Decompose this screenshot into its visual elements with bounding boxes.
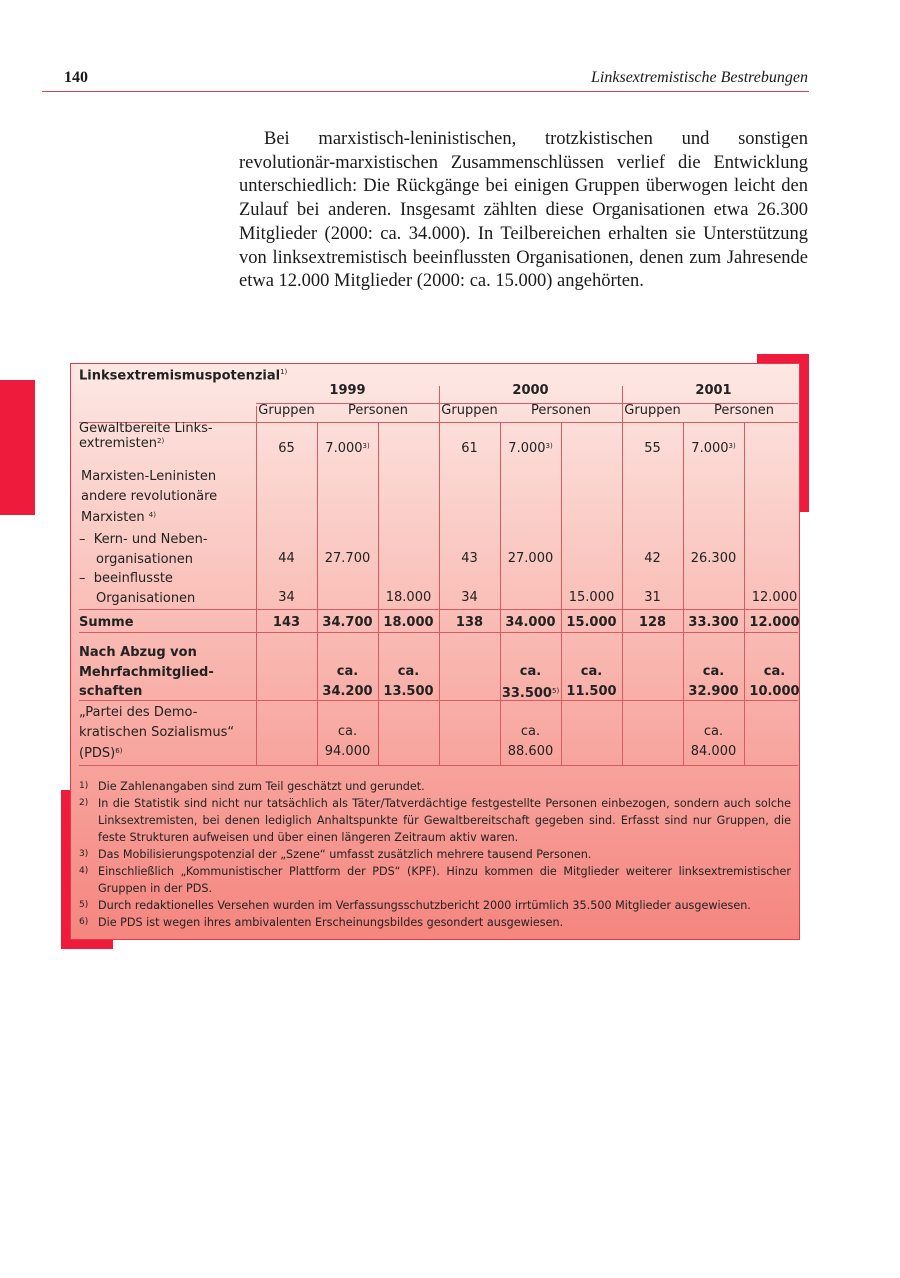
cell-groups: 43 xyxy=(461,551,478,566)
year-header: 2000 xyxy=(512,383,549,398)
grid-line xyxy=(500,422,501,765)
footnote: 2) In die Statistik sind nicht nur tatsächlich als Täter/Tatverdächtige festgestellte Personen einbezogen, sondern auch solche Linksextremisten, bei denen lediglich Anhaltspunkte für Gewaltbereitschaft gegeben sind. Erfasst sind nur Gruppen, die feste Strukturen aufweisen und über einen längeren Zeitraum aktiv waren. xyxy=(79,797,791,844)
footnote: 1) Die Zahlenangaben sind zum Teil geschätzt und gerundet. xyxy=(79,780,425,793)
row-label-marxists: Marxisten-Leninisten andere revolutionäre Marxisten $^{4)}$ xyxy=(81,469,218,525)
cell-persons: 18.000 xyxy=(383,615,434,630)
footnote: 4) Einschließlich „Kommunistischer Plattform der PDS“ (KPF). Hinzu kommen die Mitglieder weiterer linksextremistischer Gruppen in der PDS. xyxy=(79,865,791,895)
cell-persons: 12.000 xyxy=(751,590,798,605)
cell-persons: 15.000 xyxy=(566,615,617,630)
cell-persons: ca. 32.900 xyxy=(688,664,739,699)
cell-persons: ca. 11.500 xyxy=(566,664,617,699)
col-header-groups: Gruppen xyxy=(441,403,498,418)
footnote: 6) Die PDS ist wegen ihres ambivalenten Erscheinungsbildes gesondert ausgewiesen. xyxy=(79,916,564,929)
grid-line xyxy=(683,422,684,765)
cell-groups: 55 xyxy=(644,441,661,456)
cell-persons: ca. 10.000 xyxy=(749,664,800,699)
cell-groups: 128 xyxy=(638,615,667,630)
col-header-groups: Gruppen xyxy=(624,403,681,418)
cell-persons: 7.000$^{3)}$ xyxy=(508,441,553,456)
cell-persons: 26.300 xyxy=(690,551,737,566)
cell-persons: ca. 84.000 xyxy=(690,724,737,759)
cell-persons: ca. 34.200 xyxy=(322,664,373,699)
cell-persons: 15.000 xyxy=(568,590,615,605)
cell-persons: 7.000$^{3)}$ xyxy=(325,441,370,456)
row-label-total: Summe xyxy=(79,615,134,630)
cell-persons: 27.000 xyxy=(507,551,554,566)
cell-groups: 31 xyxy=(644,590,661,605)
body-paragraph: Bei marxistisch-leninistischen, trotzkistischen und sonstigen revolutionär-marxistischen Zusammenschlüssen verlief die Entwicklung unterschiedlich: Die Rückgänge bei einigen Gruppen überwogen leicht den Zulauf bei anderen. Insgesamt zählten diese Organisationen etwa 26.300 Mitglieder (2000: ca. 34.000). In Teilbereichen erhalten sie Unterstützung von linksextremistisch beeinflussten Organisationen, denen zum Jahresende etwa 12.000 Mitglieder (2000: ca. 15.000) angehörten. xyxy=(239,129,808,292)
year-header: 2001 xyxy=(695,383,732,398)
cell-persons: 33.300 xyxy=(688,615,739,630)
cell-persons: ca. 33.500$^{5)}$ xyxy=(501,664,560,701)
row-label-pds: „Partei des Demo- kratischen Sozialismus“ (PDS)$^{6)}$ xyxy=(79,705,235,761)
statistics-box xyxy=(70,363,800,940)
grid-line xyxy=(79,632,798,633)
cell-persons: 34.000 xyxy=(505,615,556,630)
cell-groups: 34 xyxy=(278,590,295,605)
page-number: 140 xyxy=(64,69,88,86)
header-rule xyxy=(42,91,809,92)
col-header-persons: Personen xyxy=(714,403,774,418)
cell-persons: 7.000$^{3)}$ xyxy=(691,441,736,456)
cell-groups: 143 xyxy=(272,615,301,630)
left-edge-bar xyxy=(0,380,35,515)
cell-groups: 42 xyxy=(644,551,661,566)
row-label-core-orgs: – Kern- und Neben- organisationen xyxy=(79,532,208,567)
cell-groups: 44 xyxy=(278,551,295,566)
cell-persons: 27.700 xyxy=(324,551,371,566)
grid-line xyxy=(79,609,798,610)
grid-line xyxy=(79,765,798,766)
running-head: Linksextremistische Bestrebungen xyxy=(591,69,808,86)
cell-persons: 34.700 xyxy=(322,615,373,630)
row-label-influenced-orgs: – beeinflusste Organisationen xyxy=(79,571,196,606)
grid-line xyxy=(317,422,318,765)
footnotes xyxy=(79,778,791,931)
year-header: 1999 xyxy=(329,383,366,398)
cell-persons: ca. 94.000 xyxy=(324,724,371,759)
footnote: 3) Das Mobilisierungspotenzial der „Szene“ umfasst zusätzlich mehrere tausend Personen. xyxy=(79,848,592,861)
row-label-violent: Gewaltbereite Links- extremisten$^{2)}$ xyxy=(79,421,213,451)
cell-persons: ca. 13.500 xyxy=(383,664,434,699)
row-label-after-deduction: Nach Abzug von Mehrfachmitglied- schaften xyxy=(79,645,214,699)
col-header-groups: Gruppen xyxy=(258,403,315,418)
cell-persons: ca. 88.600 xyxy=(507,724,554,759)
grid-line xyxy=(256,406,257,765)
cell-groups: 138 xyxy=(455,615,484,630)
cell-groups: 61 xyxy=(461,441,478,456)
col-header-persons: Personen xyxy=(348,403,408,418)
cell-persons: 12.000 xyxy=(749,615,800,630)
footnote: 5) Durch redaktionelles Versehen wurden im Verfassungsschutzbericht 2000 irrtümlich 35.500 Mitglieder ausgewiesen. xyxy=(79,899,751,912)
col-header-persons: Personen xyxy=(531,403,591,418)
cell-groups: 34 xyxy=(461,590,478,605)
cell-groups: 65 xyxy=(278,441,295,456)
cell-persons: 18.000 xyxy=(385,590,432,605)
table-title: Linksextremismuspotenzial$^{1)}$ xyxy=(79,368,288,384)
